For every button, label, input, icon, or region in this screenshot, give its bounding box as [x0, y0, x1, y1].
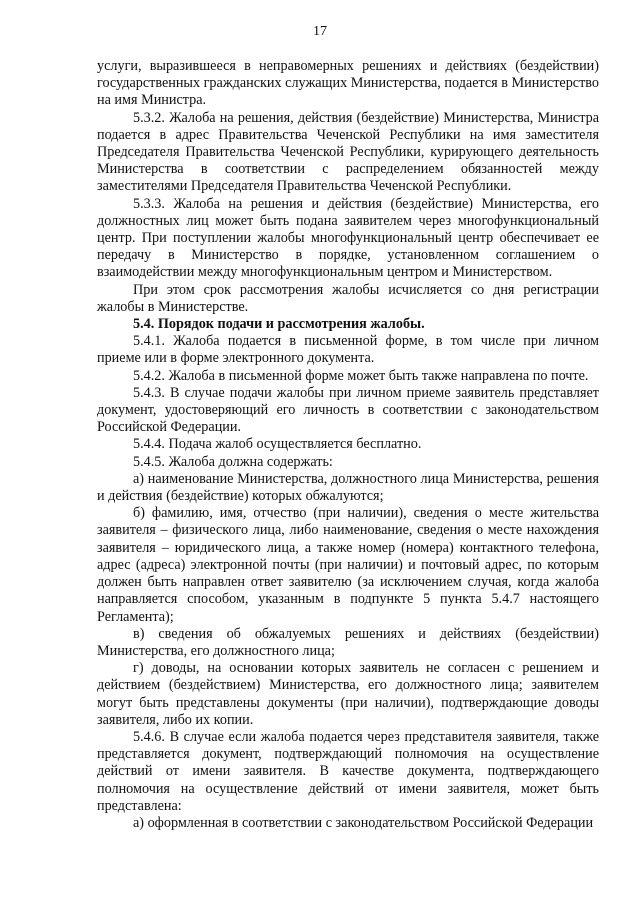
paragraph-5-4-1: 5.4.1. Жалоба подается в письменной форме, в том числе при личном приеме или в форме электронного документа. [97, 333, 599, 367]
paragraph-continuation: услуги, выразившееся в неправомерных решениях и действиях (бездействии) государственных гражданских служащих Министерства, подается в Министерство на имя Министра. [97, 58, 599, 109]
page-number: 17 [313, 24, 327, 39]
paragraph-5-3-3: 5.3.3. Жалоба на решения и действия (бездействие) Министерства, его должностных лиц может быть подана заявителем через многофункциональный центр. При поступлении жалобы многофункциональный центр обеспечивает ее передачу в Министерство в порядке, установленном соглашением о взаимодействии между многофункциональным центром и Министерством. [97, 195, 599, 281]
paragraph-5-4-5: 5.4.5. Жалоба должна содержать: [133, 453, 333, 470]
document-body [97, 58, 599, 832]
paragraph-5-4-4: 5.4.4. Подача жалоб осуществляется бесплатно. [133, 436, 422, 453]
paragraph-5-3-2: 5.3.2. Жалоба на решения, действия (бездействие) Министерства, Министра подается в адрес Правительства Чеченской Республики на имя заместителя Председателя Правительства Чеченской Республики, курирующего деятельность Министерства в соответствии с распределением обязанностей между заместителями Председателя Правительства Чеченской Республики. [97, 109, 599, 195]
list-item-b: б) фамилию, имя, отчество (при наличии), сведения о месте жительства заявителя – физического лица, либо наименование, сведения о месте нахождения заявителя – юридического лица, а также номер (номера) контактного телефона, адрес (адреса) электронной почты (при наличии) и почтовый адрес, по которым должен быть направлен ответ заявителю (за исключением случая, когда жалоба направляется способом, указанным в подпункте 5 пункта 5.4.7 настоящего Регламента); [97, 505, 599, 625]
list-item-a: а) наименование Министерства, должностного лица Министерства, решения и действия (бездействие) которых обжалуются; [97, 470, 599, 505]
paragraph-5-4-3: 5.4.3. В случае подачи жалобы при личном приеме заявитель представляет документ, удостоверяющий его личность в соответствии с законодательством Российской Федерации. [97, 384, 599, 436]
paragraph-review-period: При этом срок рассмотрения жалобы исчисляется со дня регистрации жалобы в Министерстве. [97, 281, 599, 315]
paragraph-5-4-6: 5.4.6. В случае если жалоба подается через представителя заявителя, также представляется документ, подтверждающий полномочия на осуществление действий от имени заявителя. В качестве документа, подтверждающего полномочия на осуществление действий от имени заявителя, может быть представлена: [97, 728, 599, 814]
section-heading-5-4: 5.4. Порядок подачи и рассмотрения жалобы. [133, 316, 425, 333]
list-item-g: г) доводы, на основании которых заявитель не согласен с решением и действием (бездействием) Министерства, его должностного лица; заявителем могут быть представлены документы (при наличии), подтверждающие доводы заявителя, либо их копии. [97, 660, 599, 728]
list-item-a-representative: а) оформленная в соответствии с законодательством Российской Федерации [133, 814, 594, 831]
list-item-v: в) сведения об обжалуемых решениях и действиях (бездействии) Министерства, его должностного лица; [97, 625, 599, 659]
paragraph-5-4-2: 5.4.2. Жалоба в письменной форме может быть также направлена по почте. [133, 367, 589, 384]
